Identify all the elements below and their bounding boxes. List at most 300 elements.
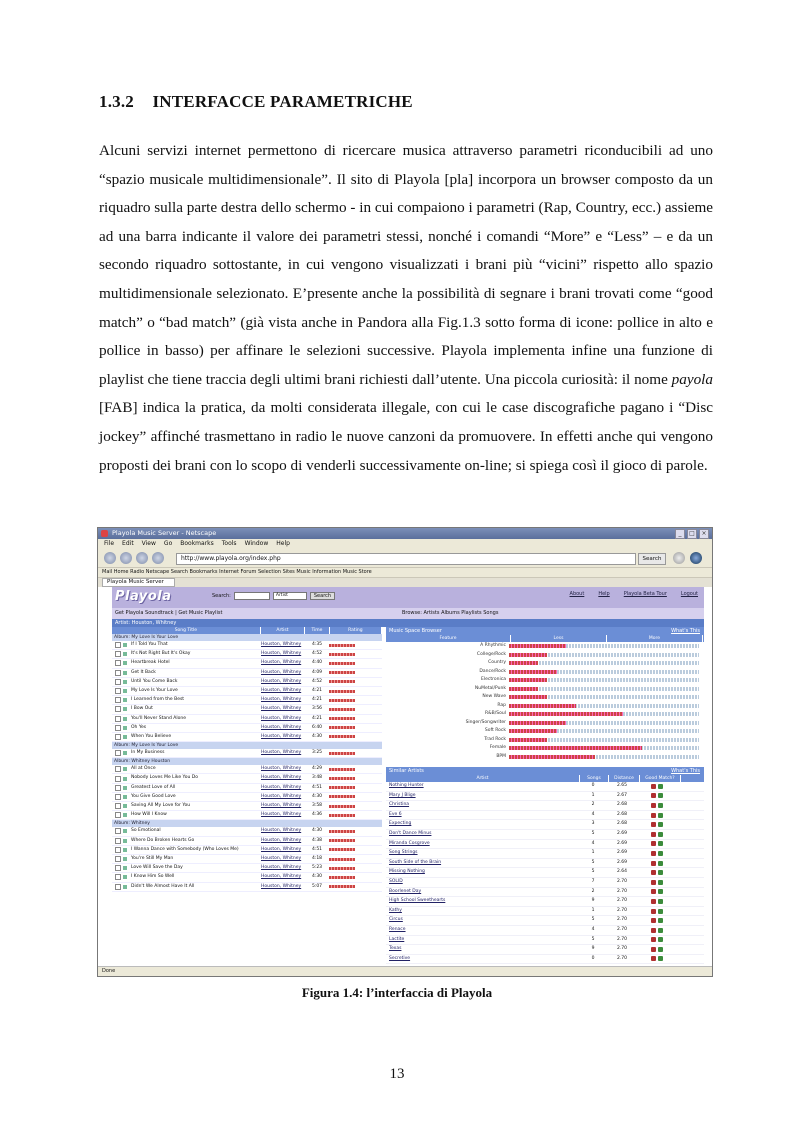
- thumbs-up-icon[interactable]: [658, 793, 663, 798]
- feature-slider[interactable]: [509, 670, 699, 674]
- similar-artist-distance: 2.68: [616, 802, 628, 808]
- top-link[interactable]: Logout: [680, 591, 698, 597]
- song-title[interactable]: If I Told You That: [131, 642, 168, 647]
- song-checkbox[interactable]: [115, 865, 121, 871]
- song-row[interactable]: [112, 793, 382, 802]
- rating-bar[interactable]: [329, 858, 355, 861]
- thumbs-down-icon[interactable]: [651, 956, 656, 961]
- control-row-text: Get Playola Soundtrack | Get Music Playlist: [115, 610, 223, 616]
- thumbs-down-icon[interactable]: [651, 832, 656, 837]
- top-link[interactable]: Playola Beta Tour: [623, 591, 667, 597]
- song-row[interactable]: [112, 837, 382, 846]
- thumbs-up-icon[interactable]: [658, 870, 663, 875]
- menu-item-bookmarks[interactable]: Bookmarks: [180, 540, 214, 547]
- song-row[interactable]: [112, 864, 382, 873]
- song-checkbox[interactable]: [115, 794, 121, 800]
- artist-header-text: Artist: Houston, Whitney: [115, 620, 177, 626]
- similar-artist-name[interactable]: Nothing Hunter: [389, 783, 424, 788]
- similar-artist-songs: 5: [591, 869, 595, 875]
- song-artist[interactable]: Houston, Whitney: [261, 837, 302, 843]
- feature-slider[interactable]: [509, 687, 699, 691]
- match-buttons: [637, 945, 677, 954]
- forward-icon[interactable]: [120, 552, 132, 564]
- music-space-header: [386, 627, 704, 635]
- similar-artist-name[interactable]: Miranda Cosgrove: [389, 840, 430, 846]
- song-checkbox[interactable]: [115, 766, 121, 772]
- similar-artist-name[interactable]: Circus: [389, 917, 403, 923]
- rating-bar[interactable]: [329, 653, 355, 656]
- song-title[interactable]: You Give Good Love: [131, 793, 176, 799]
- feature-slider[interactable]: [509, 704, 699, 708]
- song-time: 4:21: [311, 687, 323, 693]
- maximize-icon[interactable]: □: [687, 529, 697, 539]
- rating-bar[interactable]: [329, 644, 355, 647]
- menu-item-file[interactable]: File: [104, 540, 115, 547]
- menu-item-help[interactable]: Help: [276, 540, 290, 547]
- song-title[interactable]: You're Still My Man: [131, 855, 174, 861]
- similar-artist-name[interactable]: Song Strings: [389, 850, 418, 856]
- thumbs-down-icon[interactable]: [651, 822, 656, 827]
- song-title[interactable]: All at Once: [131, 766, 156, 772]
- stop-icon[interactable]: [152, 552, 164, 564]
- song-row[interactable]: [112, 802, 382, 811]
- playola-logo[interactable]: Playola: [115, 589, 172, 604]
- similar-artist-row[interactable]: [386, 936, 704, 946]
- site-search-select[interactable]: Artist: [273, 592, 307, 600]
- thumbs-down-icon[interactable]: [651, 889, 656, 894]
- thumbs-down-icon[interactable]: [651, 803, 656, 808]
- thumbs-down-icon[interactable]: [651, 899, 656, 904]
- close-icon[interactable]: ×: [699, 529, 709, 539]
- song-checkbox[interactable]: [115, 838, 121, 844]
- feature-row: [386, 642, 704, 651]
- rating-bar[interactable]: [329, 752, 355, 755]
- song-row[interactable]: [112, 715, 382, 724]
- similar-column-header: Good Match?: [640, 775, 681, 782]
- menu-item-view[interactable]: View: [141, 540, 156, 547]
- song-time: 4:52: [311, 651, 323, 657]
- song-artist[interactable]: Houston, Whitney: [261, 883, 302, 889]
- print-icon[interactable]: [673, 552, 685, 564]
- feature-slider[interactable]: [509, 644, 699, 648]
- thumbs-up-icon[interactable]: [658, 918, 663, 923]
- similar-artist-name[interactable]: South Side of the Brain: [389, 859, 442, 865]
- menu-item-window[interactable]: Window: [244, 540, 269, 547]
- rating-bar[interactable]: [329, 848, 355, 851]
- feature-slider[interactable]: [509, 746, 699, 750]
- rating-bar[interactable]: [329, 885, 355, 888]
- rating-bar[interactable]: [329, 876, 355, 879]
- song-time: 5:07: [311, 883, 323, 889]
- thumbs-up-icon[interactable]: [658, 851, 663, 856]
- song-artist[interactable]: Houston, Whitney: [261, 724, 302, 730]
- feature-row: [386, 685, 704, 694]
- similar-artist-distance: 2.70: [616, 917, 628, 923]
- thumbs-down-icon[interactable]: [651, 784, 656, 789]
- rating-bar[interactable]: [329, 805, 355, 808]
- similar-artist-row[interactable]: [386, 907, 704, 917]
- thumbs-down-icon[interactable]: [651, 813, 656, 818]
- menu-item-go[interactable]: Go: [163, 540, 173, 547]
- song-title[interactable]: When You Believe: [131, 733, 172, 739]
- song-title[interactable]: Oh Yes: [131, 724, 147, 730]
- feature-name: College/Rock: [476, 651, 506, 657]
- song-artist[interactable]: Houston, Whitney: [261, 784, 302, 790]
- song-title[interactable]: Greatest Love of All: [131, 784, 176, 790]
- song-title[interactable]: I Bow Out: [131, 706, 153, 712]
- feature-name: Soft Rock: [484, 728, 506, 733]
- feature-slider-fill: [509, 755, 595, 759]
- url-field[interactable]: http://www.playola.org/index.php: [176, 553, 636, 565]
- song-artist[interactable]: Houston, Whitney: [261, 812, 302, 818]
- similar-artist-name[interactable]: Lactite: [389, 936, 405, 942]
- similar-artist-row[interactable]: [386, 811, 704, 821]
- reload-icon[interactable]: [136, 552, 148, 564]
- song-checkbox[interactable]: [115, 847, 121, 853]
- similar-artist-row[interactable]: [386, 792, 704, 802]
- thumbs-up-icon[interactable]: [658, 880, 663, 885]
- rating-bar[interactable]: [329, 735, 355, 738]
- song-title[interactable]: Until You Come Back: [131, 678, 178, 684]
- song-artist[interactable]: Houston, Whitney: [261, 697, 302, 703]
- feature-slider[interactable]: [509, 755, 699, 759]
- feature-slider[interactable]: [509, 678, 699, 682]
- song-time: 4:52: [311, 678, 323, 684]
- song-artist[interactable]: Houston, Whitney: [261, 669, 302, 675]
- match-buttons: [637, 782, 677, 791]
- song-row[interactable]: [112, 669, 382, 678]
- thumbs-down-icon[interactable]: [651, 841, 656, 846]
- song-checkbox[interactable]: [115, 884, 121, 890]
- song-row[interactable]: [112, 784, 382, 793]
- browser-menubar: [98, 539, 712, 549]
- song-row[interactable]: [112, 696, 382, 705]
- section-title: INTERFACCE PARAMETRICHE: [152, 92, 413, 111]
- song-row[interactable]: [112, 855, 382, 864]
- feature-row: [386, 736, 704, 745]
- rating-bar[interactable]: [329, 708, 355, 711]
- rating-bar[interactable]: [329, 867, 355, 870]
- site-search-input[interactable]: [234, 592, 270, 600]
- rating-bar[interactable]: [329, 717, 355, 720]
- feature-slider[interactable]: [509, 721, 699, 725]
- rating-bar[interactable]: [329, 839, 355, 842]
- feature-column-header: Less: [511, 635, 607, 642]
- similar-artist-distance: 2.69: [616, 850, 628, 856]
- song-checkbox[interactable]: [115, 679, 121, 685]
- similar-artist-songs: 5: [591, 830, 595, 836]
- thumbs-down-icon[interactable]: [651, 928, 656, 933]
- feature-name: Singer/Songwriter: [465, 719, 506, 725]
- minimize-icon[interactable]: _: [675, 529, 685, 539]
- thumbs-up-icon[interactable]: [658, 937, 663, 942]
- italic-term: payola: [671, 370, 713, 388]
- artist-header: [112, 619, 704, 627]
- similar-artist-row[interactable]: [386, 830, 704, 840]
- match-buttons: [637, 820, 677, 829]
- similar-artist-name[interactable]: Boorlenet Day: [389, 888, 422, 894]
- song-checkbox[interactable]: [115, 874, 121, 880]
- song-artist[interactable]: Houston, Whitney: [261, 678, 302, 684]
- song-artist[interactable]: Houston, Whitney: [261, 660, 302, 666]
- song-title[interactable]: Where Do Broken Hearts Go: [131, 837, 195, 843]
- rating-bar[interactable]: [329, 662, 355, 665]
- thumbs-up-icon[interactable]: [658, 909, 663, 914]
- rating-bar[interactable]: [329, 795, 355, 798]
- song-artist[interactable]: Houston, Whitney: [261, 642, 302, 647]
- thumbs-up-icon[interactable]: [658, 784, 663, 789]
- thumbs-up-icon[interactable]: [658, 889, 663, 894]
- song-artist[interactable]: Houston, Whitney: [261, 846, 302, 852]
- rating-bar[interactable]: [329, 680, 355, 683]
- song-row[interactable]: [112, 749, 382, 758]
- thumbs-up-icon[interactable]: [658, 928, 663, 933]
- feature-name: Rap: [497, 702, 506, 708]
- song-checkbox[interactable]: [115, 706, 121, 712]
- feature-slider[interactable]: [509, 653, 699, 657]
- similar-artist-row[interactable]: [386, 926, 704, 936]
- song-artist[interactable]: Houston, Whitney: [261, 733, 302, 739]
- song-artist[interactable]: Houston, Whitney: [261, 855, 302, 861]
- song-row[interactable]: [112, 705, 382, 714]
- song-row[interactable]: [112, 883, 382, 892]
- music-space-help-link[interactable]: What's This: [671, 628, 700, 634]
- similar-artist-row[interactable]: [386, 840, 704, 850]
- song-artist[interactable]: Houston, Whitney: [261, 865, 302, 871]
- similar-artist-name[interactable]: Kathy: [389, 907, 402, 913]
- feature-slider[interactable]: [509, 661, 699, 665]
- song-artist[interactable]: Houston, Whitney: [261, 651, 302, 657]
- song-row[interactable]: [112, 846, 382, 855]
- song-artist[interactable]: Houston, Whitney: [261, 793, 302, 799]
- rating-bar[interactable]: [329, 690, 355, 693]
- similar-artist-name[interactable]: SOLID: [389, 878, 403, 884]
- similar-artist-name[interactable]: Eve 6: [389, 811, 402, 817]
- rating-bar[interactable]: [329, 830, 355, 833]
- rating-bar[interactable]: [329, 786, 355, 789]
- thumbs-down-icon[interactable]: [651, 861, 656, 866]
- song-title[interactable]: Saving All My Love for You: [131, 803, 191, 808]
- browser-navbar: [98, 549, 712, 568]
- song-time: 4:29: [311, 766, 323, 772]
- song-checkbox[interactable]: [115, 812, 121, 818]
- similar-artist-row[interactable]: [386, 878, 704, 888]
- similar-artist-distance: 2.69: [616, 840, 628, 846]
- similar-artists-help-link[interactable]: What's This: [671, 768, 700, 774]
- song-row[interactable]: [112, 724, 382, 733]
- song-title[interactable]: It's Not Right But It's Okay: [131, 651, 191, 657]
- similar-artist-distance: 2.70: [616, 926, 628, 932]
- thumbs-down-icon[interactable]: [651, 947, 656, 952]
- similar-artist-name[interactable]: Texas: [389, 946, 402, 952]
- song-row[interactable]: [112, 873, 382, 882]
- similar-artist-row[interactable]: [386, 945, 704, 955]
- thumbs-up-icon[interactable]: [658, 841, 663, 846]
- thumbs-up-icon[interactable]: [658, 813, 663, 818]
- song-row[interactable]: [112, 678, 382, 687]
- song-row[interactable]: [112, 650, 382, 659]
- song-artist[interactable]: Houston, Whitney: [261, 687, 302, 693]
- similar-artist-name[interactable]: Secretive: [389, 955, 411, 961]
- rating-bar[interactable]: [329, 777, 355, 780]
- song-artist[interactable]: Houston, Whitney: [261, 828, 302, 834]
- match-buttons: [637, 859, 677, 868]
- song-row[interactable]: [112, 774, 382, 783]
- thumbs-up-icon[interactable]: [658, 947, 663, 952]
- song-checkbox[interactable]: [115, 803, 121, 809]
- song-checkbox[interactable]: [115, 716, 121, 722]
- feature-slider[interactable]: [509, 729, 699, 733]
- feature-slider[interactable]: [509, 738, 699, 742]
- thumbs-down-icon[interactable]: [651, 918, 656, 923]
- similar-artist-row[interactable]: [386, 916, 704, 926]
- song-title[interactable]: Heartbreak Hotel: [131, 660, 170, 666]
- song-time: 4:51: [311, 784, 323, 790]
- similar-artist-row[interactable]: [386, 868, 704, 878]
- song-checkbox[interactable]: [115, 688, 121, 694]
- thumbs-down-icon[interactable]: [651, 937, 656, 942]
- song-checkbox[interactable]: [115, 660, 121, 666]
- thumbs-down-icon[interactable]: [651, 909, 656, 914]
- song-checkbox[interactable]: [115, 651, 121, 657]
- browser-search-button[interactable]: Search: [638, 553, 666, 565]
- top-link[interactable]: About: [569, 591, 585, 597]
- similar-artist-songs: 1: [591, 850, 595, 856]
- feature-row: [386, 668, 704, 677]
- song-checkbox[interactable]: [115, 734, 121, 740]
- feature-row: [386, 727, 704, 736]
- browser-viewport: [98, 587, 712, 967]
- song-title[interactable]: I Wanna Dance with Somebody (Who Loves Me): [131, 846, 239, 852]
- section-number: 1.3.2: [99, 92, 134, 111]
- similar-artist-name[interactable]: Missing Nothing: [389, 869, 425, 875]
- similar-artist-name[interactable]: High School Sweethearts: [389, 898, 446, 904]
- song-checkbox[interactable]: [115, 642, 121, 648]
- browser-statusbar: Done: [98, 966, 712, 976]
- song-row[interactable]: [112, 765, 382, 774]
- similar-column-header: Songs: [580, 775, 609, 782]
- song-artist[interactable]: Houston, Whitney: [261, 803, 302, 808]
- tab-strip: [98, 578, 712, 587]
- feature-slider[interactable]: [509, 695, 699, 699]
- similar-artist-name[interactable]: Christina: [389, 802, 410, 808]
- top-link[interactable]: Help: [598, 591, 610, 597]
- thumbs-up-icon[interactable]: [658, 803, 663, 808]
- song-checkbox[interactable]: [115, 697, 121, 703]
- tab-playola[interactable]: Playola Music Server: [102, 578, 175, 587]
- song-artist[interactable]: Houston, Whitney: [261, 750, 302, 756]
- song-time: 4:36: [311, 812, 323, 818]
- thumbs-up-icon[interactable]: [658, 822, 663, 827]
- thumbs-down-icon[interactable]: [651, 870, 656, 875]
- similar-artist-name[interactable]: Expecting: [389, 821, 412, 827]
- similar-artist-name[interactable]: Mary J Blige: [389, 792, 416, 798]
- song-title[interactable]: My Love Is Your Love: [131, 687, 178, 693]
- song-title[interactable]: Nobody Loves Me Like You Do: [131, 775, 198, 781]
- thumbs-down-icon[interactable]: [651, 880, 656, 885]
- similar-table-header: [386, 775, 704, 782]
- top-links: [556, 591, 698, 597]
- similar-artist-row[interactable]: [386, 888, 704, 898]
- song-title[interactable]: I Learned from the Best: [131, 697, 185, 703]
- song-artist[interactable]: Houston, Whitney: [261, 766, 302, 772]
- song-checkbox[interactable]: [115, 725, 121, 731]
- song-title[interactable]: Love Will Save the Day: [131, 865, 183, 871]
- song-artist[interactable]: Houston, Whitney: [261, 706, 302, 712]
- song-checkbox[interactable]: [115, 776, 121, 782]
- feature-slider-fill: [509, 729, 557, 733]
- menu-item-tools[interactable]: Tools: [221, 540, 237, 547]
- thumbs-up-icon[interactable]: [658, 832, 663, 837]
- rating-bar[interactable]: [329, 671, 355, 674]
- thumbs-up-icon[interactable]: [658, 861, 663, 866]
- similar-artist-name[interactable]: Renace: [389, 926, 406, 932]
- similar-artist-row[interactable]: [386, 782, 704, 792]
- similar-artist-row[interactable]: [386, 955, 704, 965]
- song-row[interactable]: [112, 659, 382, 668]
- song-title[interactable]: How Will I Know: [131, 812, 167, 818]
- song-title[interactable]: In My Business: [131, 750, 165, 756]
- similar-artist-row[interactable]: [386, 849, 704, 859]
- similar-table-body: [386, 782, 704, 964]
- thumbs-down-icon[interactable]: [651, 793, 656, 798]
- similar-artist-row[interactable]: [386, 859, 704, 869]
- menu-item-edit[interactable]: Edit: [122, 540, 134, 547]
- song-checkbox[interactable]: [115, 856, 121, 862]
- song-artist[interactable]: Houston, Whitney: [261, 715, 302, 721]
- thumbs-up-icon[interactable]: [658, 956, 663, 961]
- song-row[interactable]: [112, 687, 382, 696]
- feature-slider-fill: [509, 712, 623, 716]
- rating-bar[interactable]: [329, 768, 355, 771]
- feature-slider[interactable]: [509, 712, 699, 716]
- song-title[interactable]: Get It Back: [131, 669, 156, 675]
- similar-artist-songs: 5: [591, 917, 595, 923]
- song-checkbox[interactable]: [115, 828, 121, 834]
- site-search-button[interactable]: Search: [310, 592, 335, 600]
- song-title[interactable]: So Emotional: [131, 828, 161, 834]
- similar-artist-row[interactable]: [386, 820, 704, 830]
- song-artist[interactable]: Houston, Whitney: [261, 775, 302, 781]
- feature-name: R&B/Soul: [485, 711, 506, 716]
- song-artist[interactable]: Houston, Whitney: [261, 874, 302, 880]
- bookmarks-toolbar[interactable]: Mail Home Radio Netscape Search Bookmarks Internet Forum Selection Sites Music Information Music Store: [98, 568, 712, 578]
- similar-artist-row[interactable]: [386, 897, 704, 907]
- song-row[interactable]: [112, 733, 382, 742]
- back-icon[interactable]: [104, 552, 116, 564]
- rating-bar[interactable]: [329, 699, 355, 702]
- feature-name: A Rhythmic: [480, 643, 506, 648]
- song-row[interactable]: [112, 811, 382, 820]
- match-buttons: [637, 897, 677, 906]
- song-title[interactable]: You'll Never Stand Alone: [131, 715, 186, 721]
- browse-links[interactable]: Browse: Artists Albums Playlists Songs: [402, 610, 499, 616]
- thumbs-down-icon[interactable]: [651, 851, 656, 856]
- song-title[interactable]: Didn't We Almost Have It All: [131, 883, 195, 889]
- song-checkbox[interactable]: [115, 750, 121, 756]
- song-row[interactable]: [112, 827, 382, 836]
- song-checkbox[interactable]: [115, 670, 121, 676]
- similar-artist-name[interactable]: Don't Dance Minus: [389, 830, 432, 836]
- song-checkbox[interactable]: [115, 785, 121, 791]
- song-title[interactable]: I Know Him So Well: [131, 874, 175, 880]
- song-row[interactable]: [112, 641, 382, 650]
- similar-artist-row[interactable]: [386, 801, 704, 811]
- thumbs-up-icon[interactable]: [658, 899, 663, 904]
- rating-bar[interactable]: [329, 726, 355, 729]
- rating-bar[interactable]: [329, 814, 355, 817]
- song-time: 4:30: [311, 828, 323, 834]
